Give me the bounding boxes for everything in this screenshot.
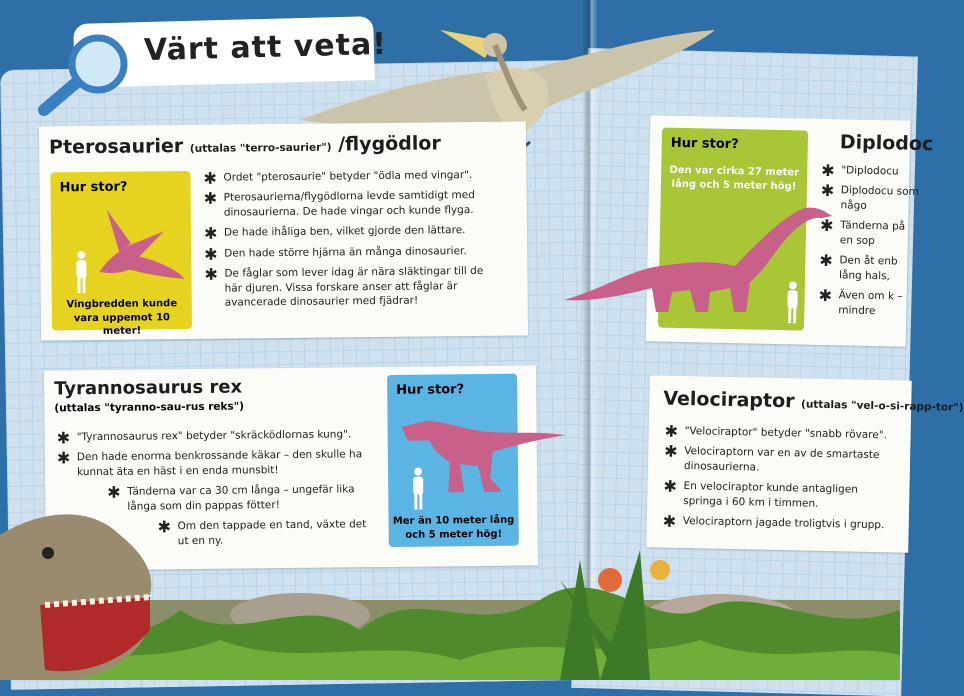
asterisk-icon: ✱ [664,442,678,462]
pterosaur-title-suffix: /flygödlor [338,132,441,156]
asterisk-icon: ✱ [819,251,833,271]
page-title: Värt att veta! [143,26,388,69]
fact-item: ✱ Tänderna var ca 30 cm långa – ungefär lika långa som din pappas fötter! [107,483,355,513]
asterisk-icon: ✱ [56,448,71,468]
velociraptor-pronunciation: (uttalas "vel-o-si-rapp-tor") [800,398,964,414]
fact-item: ✱ Pterosaurierna/flygödlorna levde samtidigt med dinosaurierna. De hade vingar och kunde flyga. [203,189,475,219]
asterisk-icon: ✱ [204,244,218,264]
human-scale-icon [410,467,426,511]
asterisk-icon: ✱ [56,428,71,448]
size-box-heading: Hur stor? [396,382,465,398]
pterosaur-heading: Pterosaurier (uttalas "terro-saurier") /flygödlor [48,132,441,159]
asterisk-icon: ✱ [157,517,172,537]
fact-item: ✱ Ordet "pterosaurie" betyder "ödla med vingar". [201,168,501,186]
asterisk-icon: ✱ [663,477,678,497]
fact-item: ✱ "Diplodocu [819,163,919,180]
diplodocus-heading: Diplodoc [839,131,934,156]
asterisk-icon: ✱ [818,286,833,306]
fact-item: ✱ Diplodocu som någo [820,181,919,212]
asterisk-icon: ✱ [820,181,835,201]
asterisk-icon: ✱ [203,224,218,244]
trex-heading: Tyrannosaurus rex [54,376,243,400]
asterisk-icon: ✱ [821,160,835,181]
fact-item: ✱ "Velociraptor" betyder "snabb rövare". [664,421,888,442]
fact-item: ✱ De hade ihåliga ben, vilket gjorde den lättare. [202,223,502,241]
velociraptor-facts [660,421,892,540]
fact-item: ✱ En velociraptor kunde antagligen springa i 60 km i timmen. [663,477,859,510]
fact-item: ✱ Tänderna på en sop [819,216,906,247]
trex-head-illustration [0,505,160,680]
fact-item: ✱ Velociraptorn jagade troligtvis i grupp. [662,512,885,532]
asterisk-icon: ✱ [204,265,218,285]
asterisk-icon: ✱ [203,189,218,209]
human-scale-icon [73,250,89,294]
size-box-heading: Hur stor? [59,179,128,196]
trex-pronunciation: (uttalas "tyranno-sau-rus reks") [54,400,245,415]
pterosaur-card [39,121,528,340]
magnifying-glass-icon [14,30,134,130]
trex-size-box [387,374,519,547]
fact-item: ✱ Den åt enb lång hals, [819,251,898,283]
size-box-heading: Hur stor? [670,135,739,153]
velociraptor-card [646,375,964,552]
asterisk-icon: ✱ [664,421,679,441]
diplodocus-silhouette [560,200,840,320]
fact-item: ✱ Den hade större hjärna än många dinosaurier. [202,244,502,262]
asterisk-icon: ✱ [107,483,121,503]
size-box-caption: Den var cirka 27 meter lång och 5 meter hög! [669,164,800,192]
fact-item: ✱ Om den tappade en tand, växte det ut en ny. [157,517,367,548]
fact-item: ✱ "Tyrannosaurus rex" betyder "skräcködlornas kung". [55,427,375,445]
asterisk-icon: ✱ [819,216,834,236]
size-box-caption: Mer än 10 meter lång och 5 meter hög! [392,514,515,541]
pterosaur-pronunciation: (uttalas "terro-saurier") [189,141,332,155]
fact-item: ✱ Även om k – mindre [818,286,903,317]
size-box-caption: Vingbredden kunde vara uppemot 10 meter! [66,298,178,337]
pterosaur-size-box [50,171,192,337]
fact-item: ✱ De fåglar som lever idag är nära släktingar till de här djuren. Vissa forskare anser att fåglar är avancerade dinosaurier med fjädrar! [204,265,484,310]
fact-item: ✱ Den hade enorma benkrossande käkar – den skulle ha kunnat äta en häst i en enda munsbit! [56,448,363,479]
velociraptor-heading: Velociraptor (uttalas "vel-o-si-rapp-tor") [663,387,964,414]
pterosaur-facts [201,168,503,317]
asterisk-icon: ✱ [662,512,677,532]
asterisk-icon: ✱ [203,168,217,188]
fact-item: ✱ Velociraptorn var en av de smartaste dinosaurierna. [664,442,880,474]
